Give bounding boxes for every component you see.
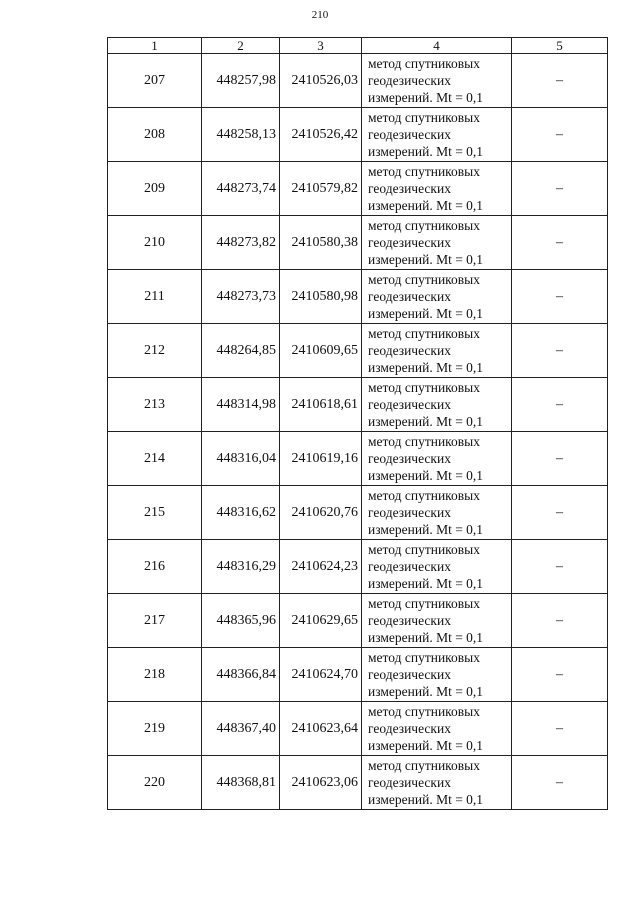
note-cell: –	[512, 702, 608, 756]
note-cell: –	[512, 216, 608, 270]
method-line: измерений. Mt = 0,1	[368, 630, 484, 645]
y-coordinate-cell: 2410526,42	[280, 108, 362, 162]
note-cell: –	[512, 162, 608, 216]
method-line: метод спутниковых	[368, 218, 480, 233]
x-coordinate-cell: 448365,96	[202, 594, 280, 648]
method-cell	[362, 486, 512, 540]
point-number-cell: 209	[108, 162, 202, 216]
method-cell	[362, 324, 512, 378]
table-row	[108, 162, 608, 216]
header-col-5: 5	[512, 38, 608, 54]
header-col-4: 4	[362, 38, 512, 54]
y-coordinate-cell: 2410618,61	[280, 378, 362, 432]
point-number-cell: 216	[108, 540, 202, 594]
table-row	[108, 756, 608, 810]
method-line: измерений. Mt = 0,1	[368, 198, 484, 213]
x-coordinate-cell: 448367,40	[202, 702, 280, 756]
x-coordinate-cell: 448316,62	[202, 486, 280, 540]
method-cell	[362, 594, 512, 648]
method-line: геодезических	[368, 667, 451, 682]
point-number-cell: 219	[108, 702, 202, 756]
note-cell: –	[512, 324, 608, 378]
x-coordinate-cell: 448366,84	[202, 648, 280, 702]
table-row	[108, 594, 608, 648]
y-coordinate-cell: 2410526,03	[280, 54, 362, 108]
method-line: геодезических	[368, 235, 451, 250]
method-line: метод спутниковых	[368, 434, 480, 449]
y-coordinate-cell: 2410624,70	[280, 648, 362, 702]
y-coordinate-cell: 2410609,65	[280, 324, 362, 378]
table-row	[108, 378, 608, 432]
table-body	[108, 54, 608, 810]
point-number-cell: 211	[108, 270, 202, 324]
header-col-1: 1	[108, 38, 202, 54]
point-number-cell: 215	[108, 486, 202, 540]
point-number-cell: 208	[108, 108, 202, 162]
method-line: геодезических	[368, 559, 451, 574]
point-number-cell: 220	[108, 756, 202, 810]
method-line: измерений. Mt = 0,1	[368, 144, 484, 159]
note-cell: –	[512, 54, 608, 108]
method-line: метод спутниковых	[368, 380, 480, 395]
method-line: измерений. Mt = 0,1	[368, 306, 484, 321]
method-cell	[362, 378, 512, 432]
y-coordinate-cell: 2410579,82	[280, 162, 362, 216]
method-cell	[362, 432, 512, 486]
method-line: геодезических	[368, 775, 451, 790]
method-line: геодезических	[368, 451, 451, 466]
method-line: метод спутниковых	[368, 326, 480, 341]
header-col-2: 2	[202, 38, 280, 54]
point-number-cell: 218	[108, 648, 202, 702]
method-line: геодезических	[368, 73, 451, 88]
method-cell	[362, 540, 512, 594]
method-cell	[362, 648, 512, 702]
point-number-cell: 214	[108, 432, 202, 486]
method-line: измерений. Mt = 0,1	[368, 576, 484, 591]
point-number-cell: 210	[108, 216, 202, 270]
x-coordinate-cell: 448258,13	[202, 108, 280, 162]
point-number-cell: 217	[108, 594, 202, 648]
note-cell: –	[512, 486, 608, 540]
note-cell: –	[512, 378, 608, 432]
point-number-cell: 207	[108, 54, 202, 108]
method-line: геодезических	[368, 289, 451, 304]
page-number: 210	[311, 9, 329, 21]
method-line: метод спутниковых	[368, 758, 480, 773]
point-number-cell: 213	[108, 378, 202, 432]
method-line: геодезических	[368, 397, 451, 412]
table-row	[108, 486, 608, 540]
method-line: измерений. Mt = 0,1	[368, 360, 484, 375]
method-line: измерений. Mt = 0,1	[368, 252, 484, 267]
table-row	[108, 648, 608, 702]
method-cell	[362, 270, 512, 324]
y-coordinate-cell: 2410619,16	[280, 432, 362, 486]
table-row	[108, 432, 608, 486]
note-cell: –	[512, 756, 608, 810]
method-line: геодезических	[368, 181, 451, 196]
method-line: измерений. Mt = 0,1	[368, 522, 484, 537]
method-line: метод спутниковых	[368, 488, 480, 503]
x-coordinate-cell: 448314,98	[202, 378, 280, 432]
table-row	[108, 108, 608, 162]
method-line: измерений. Mt = 0,1	[368, 414, 484, 429]
point-number-cell: 212	[108, 324, 202, 378]
method-line: геодезических	[368, 343, 451, 358]
table-row	[108, 270, 608, 324]
method-cell	[362, 108, 512, 162]
method-line: геодезических	[368, 505, 451, 520]
coordinates-table	[107, 37, 608, 810]
x-coordinate-cell: 448273,73	[202, 270, 280, 324]
table-header-row	[108, 38, 608, 54]
x-coordinate-cell: 448257,98	[202, 54, 280, 108]
y-coordinate-cell: 2410623,06	[280, 756, 362, 810]
note-cell: –	[512, 648, 608, 702]
y-coordinate-cell: 2410623,64	[280, 702, 362, 756]
table-row	[108, 702, 608, 756]
method-line: измерений. Mt = 0,1	[368, 792, 484, 807]
note-cell: –	[512, 108, 608, 162]
method-line: измерений. Mt = 0,1	[368, 738, 484, 753]
y-coordinate-cell: 2410580,98	[280, 270, 362, 324]
table-row	[108, 216, 608, 270]
method-line: метод спутниковых	[368, 110, 480, 125]
method-cell	[362, 756, 512, 810]
y-coordinate-cell: 2410580,38	[280, 216, 362, 270]
method-line: метод спутниковых	[368, 704, 480, 719]
method-line: измерений. Mt = 0,1	[368, 684, 484, 699]
table-row	[108, 324, 608, 378]
method-cell	[362, 54, 512, 108]
method-line: метод спутниковых	[368, 272, 480, 287]
note-cell: –	[512, 540, 608, 594]
header-col-3: 3	[280, 38, 362, 54]
y-coordinate-cell: 2410624,23	[280, 540, 362, 594]
method-line: метод спутниковых	[368, 56, 480, 71]
method-line: геодезических	[368, 721, 451, 736]
note-cell: –	[512, 432, 608, 486]
method-line: метод спутниковых	[368, 542, 480, 557]
method-line: геодезических	[368, 127, 451, 142]
method-cell	[362, 702, 512, 756]
x-coordinate-cell: 448316,29	[202, 540, 280, 594]
method-line: измерений. Mt = 0,1	[368, 468, 484, 483]
y-coordinate-cell: 2410629,65	[280, 594, 362, 648]
x-coordinate-cell: 448368,81	[202, 756, 280, 810]
table-row	[108, 54, 608, 108]
note-cell: –	[512, 594, 608, 648]
y-coordinate-cell: 2410620,76	[280, 486, 362, 540]
x-coordinate-cell: 448273,74	[202, 162, 280, 216]
table-row	[108, 540, 608, 594]
method-cell	[362, 162, 512, 216]
method-line: геодезических	[368, 613, 451, 628]
x-coordinate-cell: 448264,85	[202, 324, 280, 378]
method-cell	[362, 216, 512, 270]
method-line: метод спутниковых	[368, 164, 480, 179]
note-cell: –	[512, 270, 608, 324]
method-line: метод спутниковых	[368, 650, 480, 665]
x-coordinate-cell: 448273,82	[202, 216, 280, 270]
method-line: измерений. Mt = 0,1	[368, 90, 484, 105]
x-coordinate-cell: 448316,04	[202, 432, 280, 486]
method-line: метод спутниковых	[368, 596, 480, 611]
